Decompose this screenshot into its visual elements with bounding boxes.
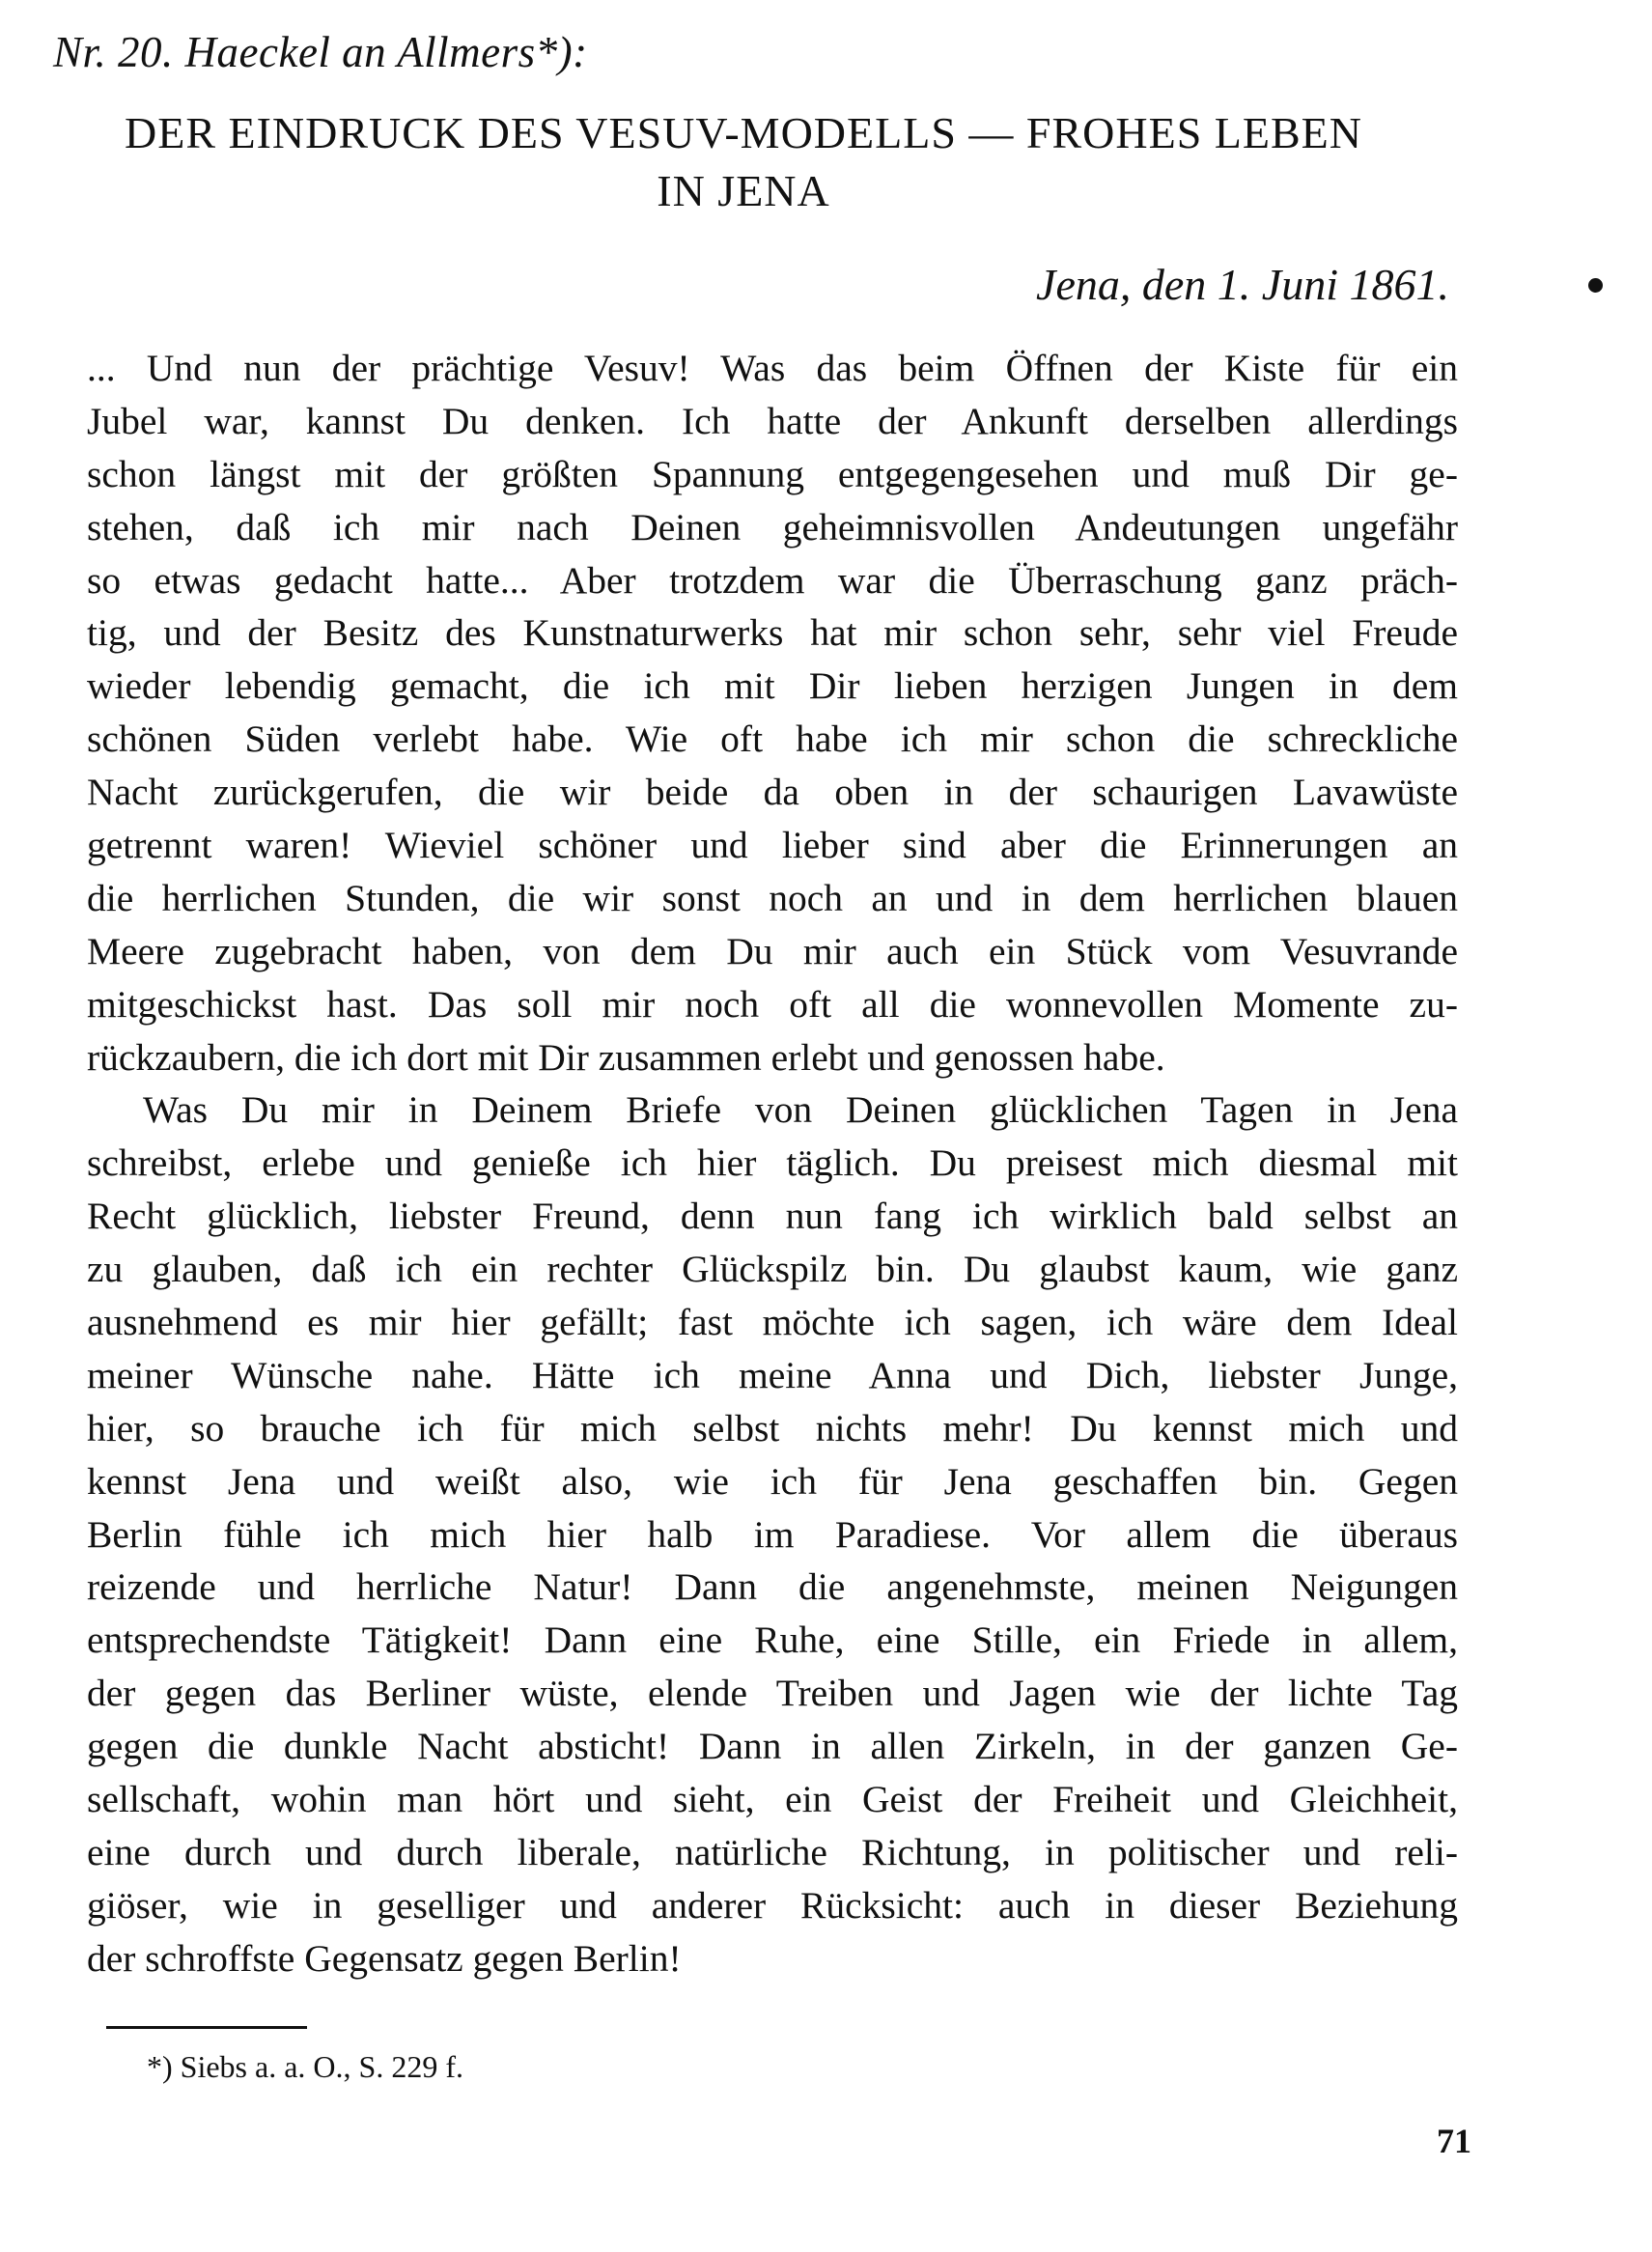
margin-dot [1588, 278, 1603, 293]
footnote-rule [106, 2026, 307, 2029]
body-line: gegen die dunkle Nacht absticht! Dann in allen Zirkeln, in der ganzen Ge- [87, 1725, 1458, 1768]
body-line: stehen, daß ich mir nach Deinen geheimnisvollen Andeutungen ungefähr [87, 505, 1458, 549]
body-line: der schroffste Gegensatz gegen Berlin! [87, 1936, 682, 1980]
body-line: Recht glücklich, liebster Freund, denn nun fang ich wirklich bald selbst an [87, 1195, 1458, 1238]
body-line: zu glauben, daß ich ein rechter Glückspilz bin. Du glaubst kaum, wie ganz [87, 1248, 1458, 1291]
paragraph-2 [87, 1084, 1458, 1985]
body-line: tig, und der Besitz des Kunstnaturwerks hat mir schon sehr, sehr viel Freude [87, 611, 1458, 655]
body-line: mitgeschickst hast. Das soll mir noch oft all die wonnevollen Momente zu- [87, 982, 1458, 1026]
body-line: getrennt waren! Wieviel schöner und lieber sind aber die Erinnerungen an [87, 824, 1458, 867]
body-line: Nacht zurückgerufen, die wir beide da oben in der schaurigen Lavawüste [87, 771, 1458, 814]
body-line: ausnehmend es mir hier gefällt; fast möchte ich sagen, ich wäre dem Ideal [87, 1301, 1458, 1344]
body-line: sellschaft, wohin man hört und sieht, ein Geist der Freiheit und Gleichheit, [87, 1778, 1458, 1821]
body-line: hier, so brauche ich für mich selbst nichts mehr! Du kennst mich und [87, 1406, 1458, 1450]
letter-title [97, 104, 1390, 220]
body-line: meiner Wünsche nahe. Hätte ich meine Anna und Dich, liebster Junge, [87, 1353, 1458, 1396]
title-line-1: DER EINDRUCK DES VESUV-MODELLS — FROHES LEBEN [125, 108, 1362, 157]
body-line: ... Und nun der prächtige Vesuv! Was das beim Öffnen der Kiste für ein [87, 347, 1458, 389]
body-line: so etwas gedacht hatte... Aber trotzdem war die Überraschung ganz präch- [87, 558, 1458, 602]
body-line: der gegen das Berliner wüste, elende Treiben und Jagen wie der lichte Tag [87, 1672, 1458, 1715]
dateline: Jena, den 1. Juni 1861. [1036, 260, 1449, 309]
body-line: Berlin fühle ich mich hier halb im Paradiese. Vor allem die überaus [87, 1512, 1458, 1556]
footnote: *) Siebs a. a. O., S. 229 f. [147, 2049, 463, 2084]
body-line: giöser, wie in geselliger und anderer Rücksicht: auch in dieser Beziehung [87, 1883, 1458, 1927]
body-line: rückzaubern, die ich dort mit Dir zusammen erlebt und genossen habe. [87, 1035, 1165, 1079]
body-line: wieder lebendig gemacht, die ich mit Dir lieben herzigen Jungen in dem [87, 664, 1458, 708]
body-line: die herrlichen Stunden, die wir sonst noch an und in dem herrlichen blauen [87, 876, 1458, 919]
letter-body [87, 342, 1458, 1985]
body-line: schon längst mit der größten Spannung entgegengesehen und muß Dir ge- [87, 452, 1458, 495]
body-line: kennst Jena und weißt also, wie ich für Jena geschaffen bin. Gegen [87, 1459, 1458, 1503]
body-line: reizende und herrliche Natur! Dann die angenehmste, meinen Neigungen [87, 1565, 1458, 1609]
letter-number-heading: Nr. 20. Haeckel an Allmers*): [53, 28, 588, 76]
body-line: schönen Süden verlebt habe. Wie oft habe ich mir schon die schreckliche [87, 718, 1458, 761]
body-line: Jubel war, kannst Du denken. Ich hatte der Ankunft derselben allerdings [87, 399, 1458, 442]
body-line: Was Du mir in Deinem Briefe von Deinen glücklichen Tagen in Jena [143, 1088, 1458, 1132]
body-line: schreibst, erlebe und genieße ich hier täglich. Du preisest mich diesmal mit [87, 1141, 1458, 1185]
title-line-2: IN JENA [657, 166, 830, 215]
body-line: Meere zugebracht haben, von dem Du mir auch ein Stück vom Vesuvrande [87, 929, 1458, 972]
page-number: 71 [1437, 2122, 1471, 2160]
body-line: eine durch und durch liberale, natürliche Richtung, in politischer und reli- [87, 1830, 1458, 1873]
body-line: entsprechendste Tätigkeit! Dann eine Ruhe, eine Stille, ein Friede in allem, [87, 1619, 1458, 1662]
paragraph-1 [87, 342, 1458, 1084]
